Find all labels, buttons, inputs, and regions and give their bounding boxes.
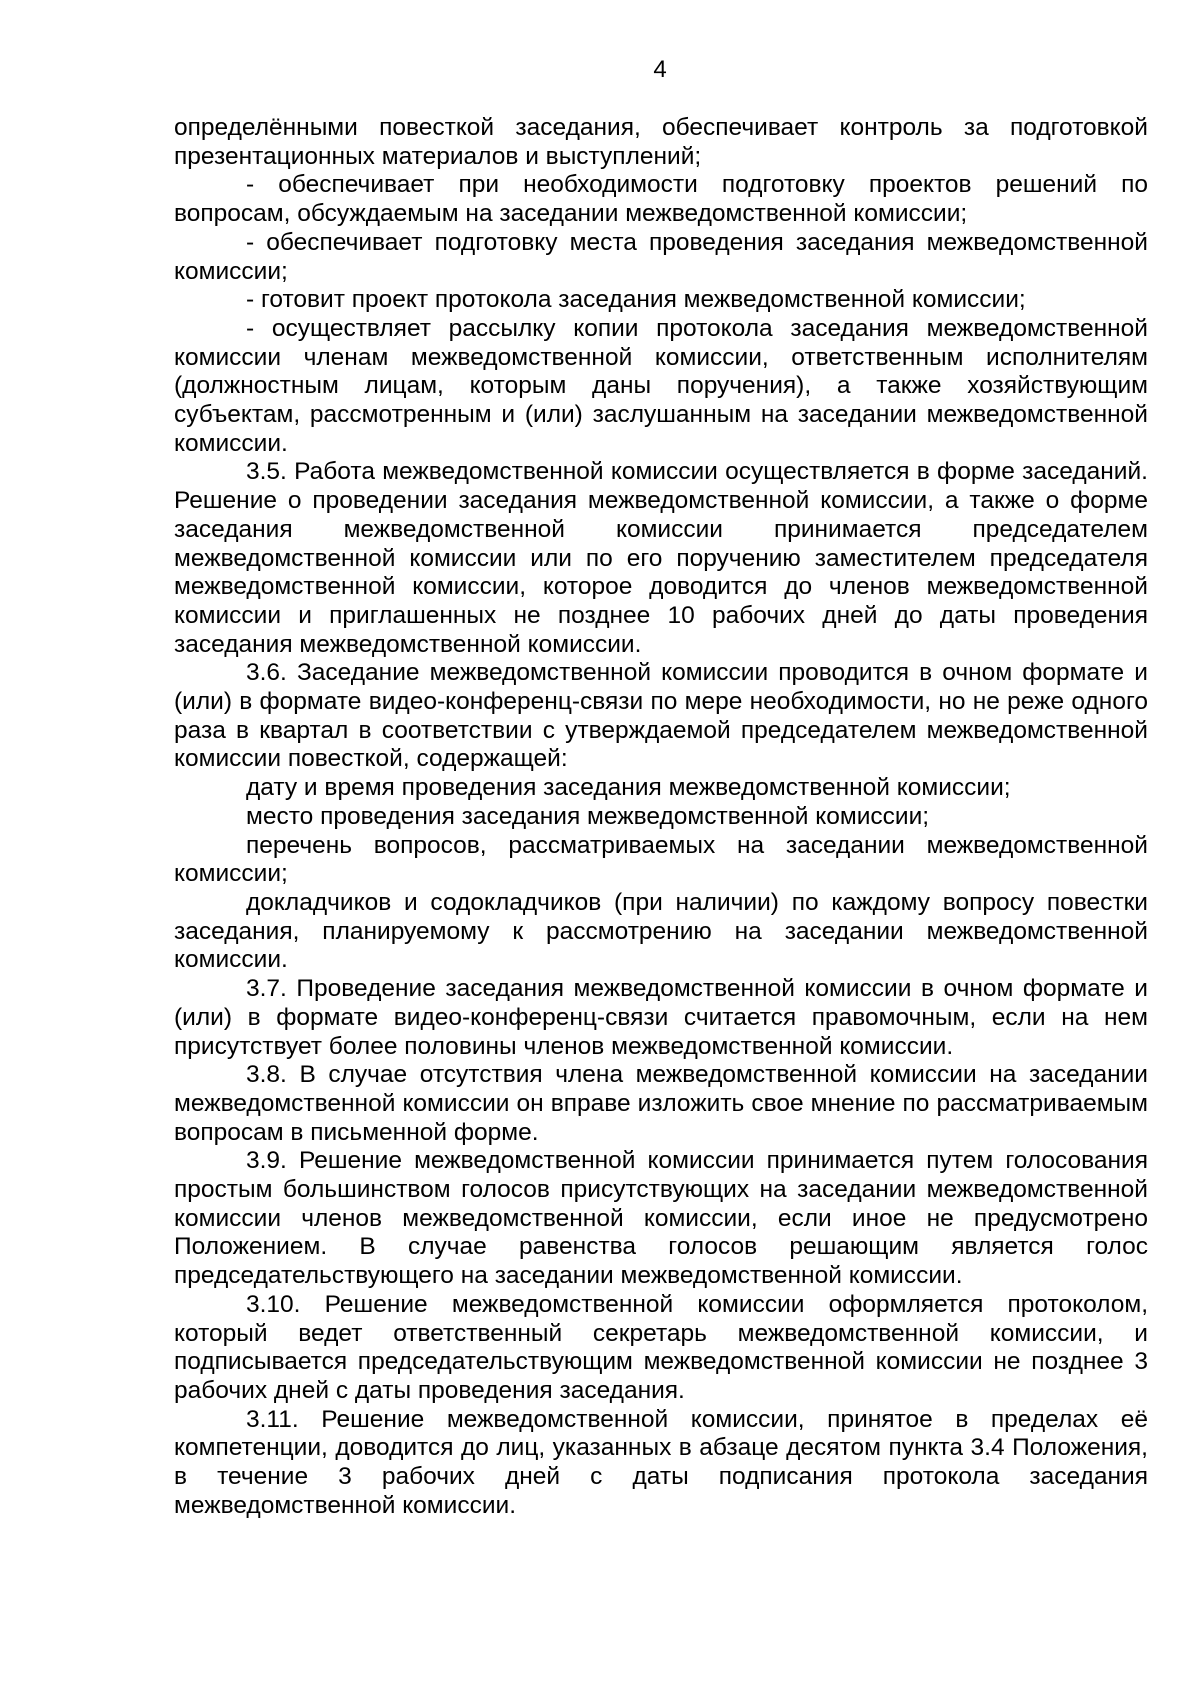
paragraph: - обеспечивает подготовку места проведения заседания межведомственной комиссии; (174, 228, 1148, 285)
paragraph: - осуществляет рассылку копии протокола заседания межведомственной комиссии членам межведомственной комиссии, ответственным исполнителям (должностным лицам, которым даны поручения), а также хозяйствующим субъектам, рассмотренным и (или) заслушанным на заседании межведомственной комиссии. (174, 314, 1148, 457)
agenda-item: докладчиков и содокладчиков (при наличии) по каждому вопросу повестки заседания, планируемому к рассмотрению на заседании межведомственной комиссии. (174, 888, 1148, 974)
paragraph-3-5: 3.5. Работа межведомственной комиссии осуществляется в форме заседаний. Решение о проведении заседания межведомственной комиссии, а также о форме заседания межведомственной комиссии принимается председателем межведомственной комиссии или по его поручению заместителем председателя межведомственной комиссии, которое доводится до членов межведомственной комиссии и приглашенных не позднее 10 рабочих дней до даты проведения заседания межведомственной комиссии. (174, 458, 1148, 658)
page-number: 4 (653, 56, 667, 83)
paragraph: определёнными повесткой заседания, обеспечивает контроль за подготовкой презентационных материалов и выступлений; (174, 114, 1148, 170)
paragraph-3-9: 3.9. Решение межведомственной комиссии принимается путем голосования простым большинством голосов присутствующих на заседании межведомственной комиссии членов межведомственной комиссии, если иное не предусмотрено Положением. В случае равенства голосов решающим является голос председательствующего на заседании межведомственной комиссии. (174, 1147, 1148, 1290)
document-body (174, 114, 1148, 1520)
paragraph-3-6: 3.6. Заседание межведомственной комиссии проводится в очном формате и (или) в формате видео-конференц-связи по мере необходимости, но не реже одного раза в квартал в соответствии с утверждаемой председателем межведомственной комиссии повесткой, содержащей: (174, 659, 1148, 773)
agenda-item: место проведения заседания межведомственной комиссии; (246, 802, 930, 830)
paragraph-3-11: 3.11. Решение межведомственной комиссии, принятое в пределах её компетенции, доводится до лиц, указанных в абзаце десятом пункта 3.4 Положения, в течение 3 рабочих дней с даты подписания протокола заседания межведомственной комиссии. (174, 1405, 1148, 1519)
paragraph-3-10: 3.10. Решение межведомственной комиссии оформляется протоколом, который ведет ответственный секретарь межведомственной комиссии, и подписывается председательствующим межведомственной комиссии не позднее 3 рабочих дней с даты проведения заседания. (174, 1290, 1148, 1404)
paragraph: - готовит проект протокола заседания межведомственной комиссии; (246, 286, 1026, 314)
agenda-item: перечень вопросов, рассматриваемых на заседании межведомственной комиссии; (174, 831, 1148, 888)
paragraph: - обеспечивает при необходимости подготовку проектов решений по вопросам, обсуждаемым на заседании межведомственной комиссии; (174, 171, 1148, 228)
agenda-item: дату и время проведения заседания межведомственной комиссии; (246, 774, 1011, 802)
paragraph-3-8: 3.8. В случае отсутствия члена межведомственной комиссии на заседании межведомственной комиссии он вправе изложить свое мнение по рассматриваемым вопросам в письменной форме. (174, 1061, 1148, 1146)
paragraph-3-7: 3.7. Проведение заседания межведомственной комиссии в очном формате и (или) в формате видео-конференц-связи считается правомочным, если на нем присутствует более половины членов межведомственной комиссии. (174, 975, 1148, 1060)
